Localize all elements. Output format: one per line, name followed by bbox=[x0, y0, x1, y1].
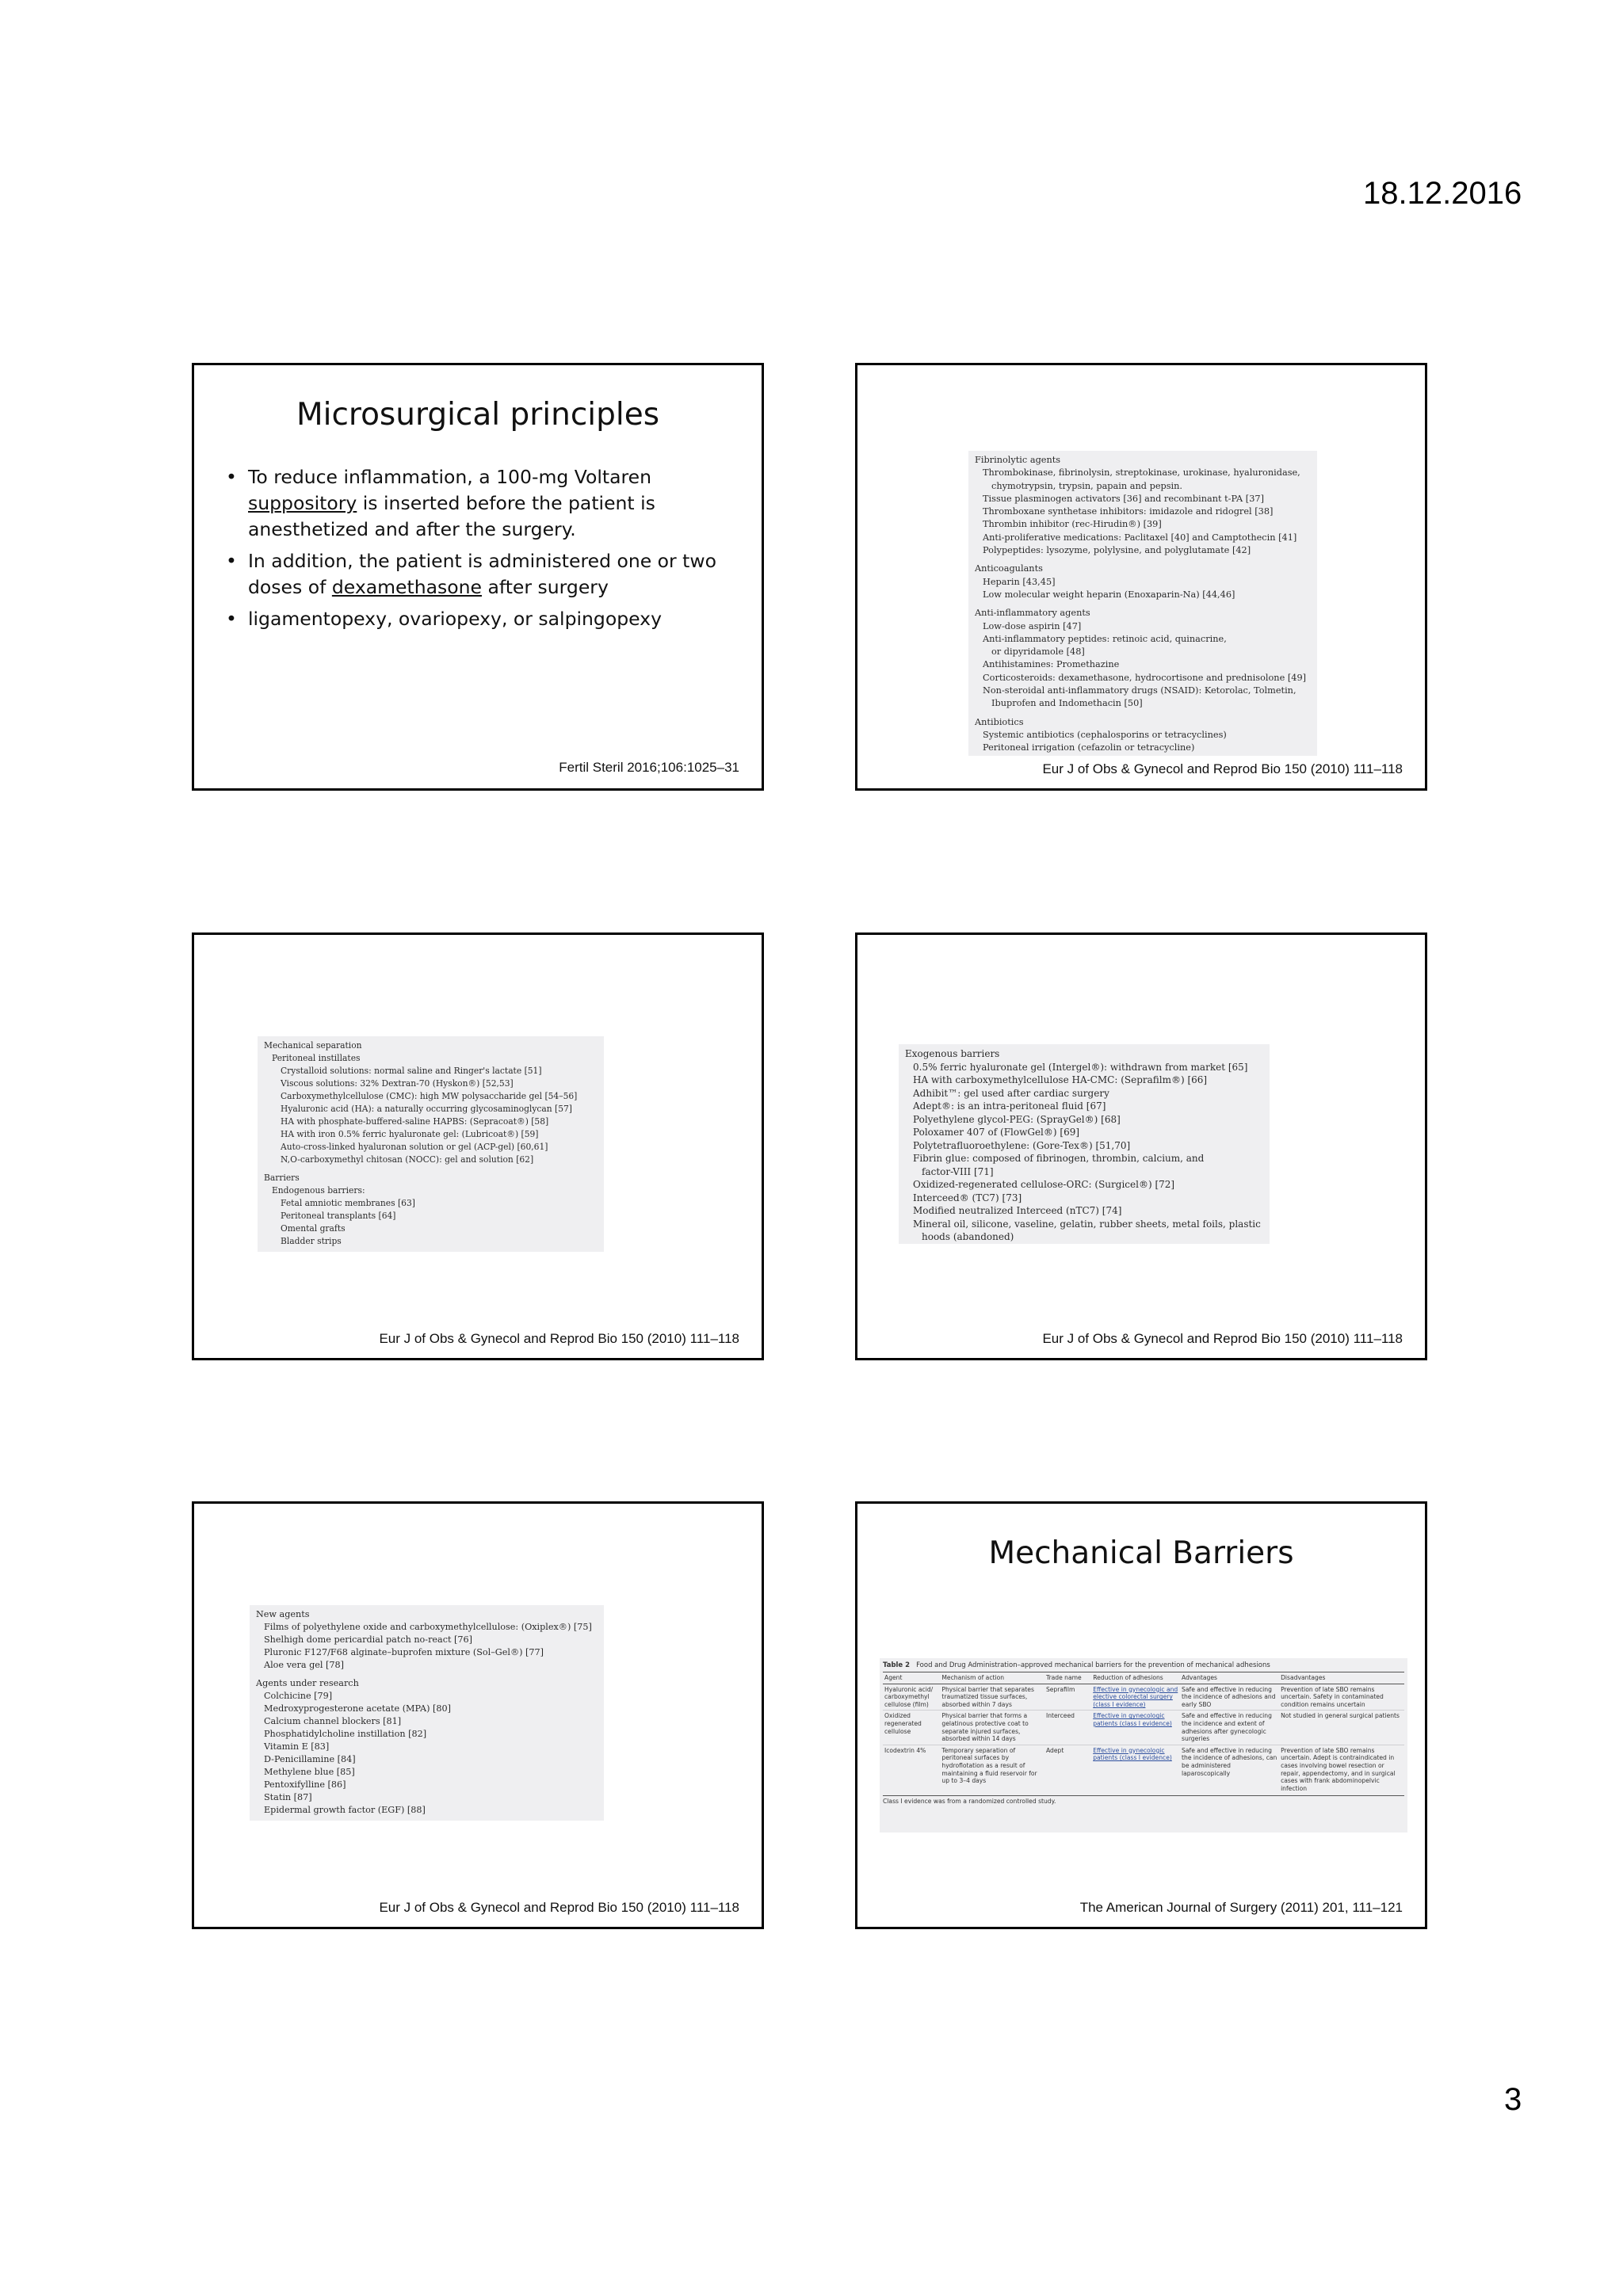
excerpt-line: Interceed® (TC7) [73] bbox=[913, 1192, 1022, 1203]
journal-excerpt bbox=[258, 1036, 604, 1252]
excerpt-line: Tissue plasminogen activators [36] and recombinant t-PA [37] bbox=[983, 493, 1264, 504]
table-cell: Seprafilm bbox=[1044, 1684, 1091, 1711]
table-cell: Physical barrier that separates traumatized tissue surfaces, absorbed within 7 days bbox=[940, 1684, 1044, 1711]
slide-antiadhesion-agents bbox=[855, 363, 1427, 791]
excerpt-line: Peritoneal irrigation (cefazolin or tetracycline) bbox=[983, 742, 1195, 753]
bullet-text: To reduce inflammation, a 100-mg Voltaren bbox=[248, 466, 651, 488]
excerpt-line: Mineral oil, silicone, vaseline, gelatin, rubber sheets, metal foils, plastic bbox=[913, 1218, 1261, 1230]
citation: Eur J of Obs & Gynecol and Reprod Bio 150 (2010) 111–118 bbox=[379, 1331, 739, 1346]
excerpt-line: Anti-proliferative medications: Paclitaxel [40] and Camptothecin [41] bbox=[983, 532, 1297, 543]
column-header: Disadvantages bbox=[1279, 1672, 1404, 1684]
bullet-text: after surgery bbox=[487, 576, 609, 598]
slide-mechanical-barriers bbox=[855, 1501, 1427, 1929]
table-row bbox=[883, 1684, 1404, 1711]
excerpt-line: hoods (abandoned) bbox=[922, 1231, 1014, 1242]
table-footnote: Class I evidence was from a randomized controlled study. bbox=[883, 1795, 1404, 1805]
excerpt-line: Oxidized-regenerated cellulose-ORC: (Surgicel®) [72] bbox=[913, 1179, 1175, 1190]
excerpt-line: HA with carboxymethylcellulose HA-CMC: (Seprafilm®) [66] bbox=[913, 1074, 1208, 1085]
excerpt-line: Vitamin E [83] bbox=[264, 1741, 330, 1752]
excerpt-line: Fetal amniotic membranes [63] bbox=[281, 1198, 415, 1208]
column-header: Trade name bbox=[1044, 1672, 1091, 1684]
excerpt-line: D-Penicillamine [84] bbox=[264, 1754, 356, 1764]
excerpt-line: or dipyridamole [48] bbox=[991, 646, 1085, 658]
excerpt-line: Low molecular weight heparin (Enoxaparin-Na) [44,46] bbox=[983, 589, 1235, 600]
slide-exogenous-barriers bbox=[855, 933, 1427, 1360]
citation: The American Journal of Surgery (2011) 201, 111–121 bbox=[1079, 1900, 1403, 1915]
excerpt-line: Thromboxane synthetase inhibitors: imidazole and ridogrel [38] bbox=[983, 506, 1274, 517]
excerpt-line: HA with phosphate-buffered-saline HAPBS: (Sepracoat®) [58] bbox=[281, 1116, 549, 1127]
spacer bbox=[975, 711, 1311, 716]
section-heading: Antibiotics bbox=[975, 716, 1024, 727]
bullet-item bbox=[226, 606, 733, 632]
slide-new-agents bbox=[192, 1501, 764, 1929]
spacer bbox=[256, 1672, 598, 1677]
table-caption bbox=[883, 1661, 1404, 1672]
table-cell: Safe and effective in reducing the incidence of adhesions, can be administered laparoscopically bbox=[1182, 1746, 1277, 1777]
underlined-term: dexamethasone bbox=[331, 576, 482, 598]
citation: Eur J of Obs & Gynecol and Reprod Bio 150 (2010) 111–118 bbox=[1042, 761, 1403, 776]
excerpt-line: Shelhigh dome pericardial patch no-react [76] bbox=[264, 1634, 472, 1645]
journal-excerpt bbox=[968, 451, 1317, 756]
excerpt-line: 0.5% ferric hyaluronate gel (Intergel®): withdrawn from market [65] bbox=[913, 1061, 1248, 1073]
column-header: Advantages bbox=[1180, 1672, 1279, 1684]
excerpt-line: factor-VIII [71] bbox=[922, 1165, 994, 1177]
excerpt-line: Medroxyprogesterone acetate (MPA) [80] bbox=[264, 1703, 451, 1714]
column-header: Agent bbox=[883, 1672, 940, 1684]
table-cell: Effective in gynecologic and elective colorectal surgery (class I evidence) bbox=[1091, 1684, 1180, 1711]
table-cell: Temporary separation of peritoneal surfaces by hydroflotation as a result of maintaining a fluid reservoir for up to 3–4 days bbox=[941, 1746, 1037, 1785]
bullet-text: is inserted before the patient is anesthetized and after the surgery. bbox=[248, 492, 655, 540]
excerpt-line: Non-steroidal anti-inflammatory drugs (NSAID): Ketorolac, Tolmetin, bbox=[983, 685, 1296, 696]
excerpt-line: Pentoxifylline [86] bbox=[264, 1779, 346, 1790]
bullet-text: ligamentopexy, ovariopexy, or salpingopexy bbox=[248, 608, 662, 630]
citation: Eur J of Obs & Gynecol and Reprod Bio 150 (2010) 111–118 bbox=[379, 1900, 739, 1915]
excerpt-line: N,O-carboxymethyl chitosan (NOCC): gel and solution [62] bbox=[281, 1154, 534, 1165]
excerpt-line: Colchicine [79] bbox=[264, 1691, 333, 1701]
table-cell: Prevention of late SBO remains uncertain. Adept is contraindicated in cases involving bowel resection or repair, appendectomy, and in surgical cases with frank abdominopelvic infection bbox=[1281, 1746, 1396, 1792]
spacer bbox=[264, 1166, 598, 1172]
excerpt-line: Films of polyethylene oxide and carboxymethylcellulose: (Oxiplex®) [75] bbox=[264, 1622, 592, 1632]
excerpt-line: Low-dose aspirin [47] bbox=[983, 620, 1082, 631]
excerpt-line: Polypeptides: lysozyme, polylysine, and polyglutamate [42] bbox=[983, 545, 1251, 556]
excerpt-line: Heparin [43,45] bbox=[983, 576, 1056, 587]
section-heading: Anti-inflammatory agents bbox=[975, 608, 1090, 619]
excerpt-line: Aloe vera gel [78] bbox=[264, 1660, 344, 1670]
barrier-table bbox=[883, 1672, 1404, 1794]
excerpt-line: Carboxymethylcellulose (CMC): high MW polysaccharide gel [54–56] bbox=[281, 1091, 578, 1101]
excerpt-line: Adhibit™: gel used after cardiac surgery bbox=[913, 1087, 1109, 1099]
table-cell: Effective in gynecologic patients (class I evidence) bbox=[1093, 1746, 1172, 1762]
excerpt-line: Thrombin inhibitor (rec-Hirudin®) [39] bbox=[983, 519, 1162, 530]
excerpt-line: Calcium channel blockers [81] bbox=[264, 1716, 402, 1726]
section-heading: Fibrinolytic agents bbox=[975, 455, 1061, 465]
table-cell: Interceed bbox=[1044, 1711, 1091, 1745]
excerpt-line: Phosphatidylcholine instillation [82] bbox=[264, 1729, 427, 1739]
bullet-text: In addition, the patient is administered one or two doses of bbox=[248, 550, 716, 598]
excerpt-line: Polyethylene glycol-PEG: (SprayGel®) [68] bbox=[913, 1113, 1121, 1125]
excerpt-line: Statin [87] bbox=[264, 1792, 312, 1802]
table-cell: Prevention of late SBO remains uncertain. Safety in contaminated condition remains uncertain bbox=[1279, 1684, 1404, 1711]
citation: Fertil Steril 2016;106:1025–31 bbox=[559, 760, 739, 775]
excerpt-line: Omental grafts bbox=[281, 1223, 346, 1234]
excerpt-line: Ibuprofen and Indomethacin [50] bbox=[991, 698, 1143, 709]
excerpt-line: Thrombokinase, fibrinolysin, streptokinase, urokinase, hyaluronidase, bbox=[983, 467, 1300, 479]
section-heading: New agents bbox=[256, 1609, 310, 1619]
column-header: Mechanism of action bbox=[940, 1672, 1044, 1684]
table-cell: Safe and effective in reducing the incidence and extent of adhesions after gynecologic surgeries bbox=[1180, 1711, 1279, 1745]
table-cell: Oxidized regenerated cellulose bbox=[883, 1711, 940, 1745]
excerpt-line: Hyaluronic acid (HA): a naturally occurring glycosaminoglycan [57] bbox=[281, 1104, 572, 1114]
table-cell: Not studied in general surgical patients bbox=[1279, 1711, 1404, 1745]
excerpt-line: Polytetrafluoroethylene: (Gore-Tex®) [51,70] bbox=[913, 1139, 1131, 1151]
excerpt-line: Epidermal growth factor (EGF) [88] bbox=[264, 1805, 426, 1815]
table-caption-text: Food and Drug Administration–approved mechanical barriers for the prevention of mechanical adhesions bbox=[916, 1661, 1270, 1669]
section-heading: Anticoagulants bbox=[975, 563, 1043, 574]
table-cell: Effective in gynecologic patients (class I evidence) bbox=[1091, 1711, 1180, 1745]
excerpt-line: Modified neutralized Interceed (nTC7) [74] bbox=[913, 1205, 1122, 1216]
journal-excerpt bbox=[899, 1044, 1270, 1244]
excerpt-line: Pluronic F127/F68 alginate–buprofen mixture (Sol–Gel®) [77] bbox=[264, 1647, 544, 1657]
excerpt-line: HA with iron 0.5% ferric hyaluronate gel: (Lubricoat®) [59] bbox=[281, 1129, 539, 1139]
bullet-item bbox=[226, 548, 733, 601]
excerpt-line: Antihistamines: Promethazine bbox=[983, 659, 1120, 670]
excerpt-line: chymotrypsin, trypsin, papain and pepsin. bbox=[991, 480, 1183, 491]
slide-title: Mechanical Barriers bbox=[988, 1535, 1294, 1571]
excerpt-line: Bladder strips bbox=[281, 1236, 342, 1246]
table-header-row bbox=[883, 1672, 1404, 1684]
excerpt-line: Fibrin glue: composed of fibrinogen, thrombin, calcium, and bbox=[913, 1153, 1205, 1164]
excerpt-line: Endogenous barriers: bbox=[272, 1185, 365, 1196]
excerpt-line: Crystalloid solutions: normal saline and Ringer's lactate [51] bbox=[281, 1066, 542, 1076]
section-heading: Exogenous barriers bbox=[905, 1048, 1000, 1059]
excerpt-line: Peritoneal instillates bbox=[272, 1053, 361, 1063]
underlined-term: suppository bbox=[248, 492, 357, 514]
section-heading: Barriers bbox=[264, 1173, 300, 1183]
citation: Eur J of Obs & Gynecol and Reprod Bio 150 (2010) 111–118 bbox=[1042, 1331, 1403, 1346]
table-cell: Hyaluronic acid/ carboxymethyl cellulose (film) bbox=[883, 1684, 940, 1711]
slide-microsurgical-principles bbox=[192, 363, 764, 791]
section-heading: Mechanical separation bbox=[264, 1040, 362, 1051]
excerpt-line: Peritoneal transplants [64] bbox=[281, 1211, 396, 1221]
excerpt-line: Poloxamer 407 of (FlowGel®) [69] bbox=[913, 1127, 1080, 1138]
barrier-table-excerpt bbox=[880, 1658, 1407, 1833]
spacer bbox=[975, 557, 1311, 563]
table-row bbox=[883, 1711, 1404, 1745]
journal-excerpt bbox=[250, 1605, 604, 1821]
excerpt-line: Systemic antibiotics (cephalosporins or tetracyclines) bbox=[983, 729, 1227, 740]
table-cell: Adept bbox=[1045, 1746, 1064, 1754]
bullet-list bbox=[226, 464, 733, 638]
excerpt-line: Methylene blue [85] bbox=[264, 1767, 355, 1777]
slide-title: Microsurgical principles bbox=[296, 397, 660, 433]
table-cell: Icodextrin 4% bbox=[884, 1746, 926, 1754]
section-heading: Agents under research bbox=[256, 1678, 359, 1688]
page-date: 18.12.2016 bbox=[1363, 176, 1522, 211]
bullet-item bbox=[226, 464, 733, 543]
spacer bbox=[975, 601, 1311, 607]
excerpt-line: Adept®: is an intra-peritoneal fluid [67] bbox=[913, 1100, 1106, 1112]
table-cell: Physical barrier that forms a gelatinous protective coat to separate injured surfaces, absorbed within 14 days bbox=[940, 1711, 1044, 1745]
excerpt-line: Auto-cross-linked hyaluronan solution or gel (ACP-gel) [60,61] bbox=[281, 1142, 548, 1152]
excerpt-line: Corticosteroids: dexamethasone, hydrocortisone and prednisolone [49] bbox=[983, 672, 1307, 683]
excerpt-line: Anti-inflammatory peptides: retinoic acid, quinacrine, bbox=[983, 633, 1227, 644]
table-label: Table 2 bbox=[883, 1661, 911, 1669]
page-number: 3 bbox=[1504, 2082, 1522, 2117]
excerpt-line: Viscous solutions: 32% Dextran-70 (Hyskon®) [52,53] bbox=[281, 1078, 514, 1089]
table-row bbox=[883, 1745, 1404, 1794]
table-cell: Safe and effective in reducing the incidence of adhesions and early SBO bbox=[1180, 1684, 1279, 1711]
column-header: Reduction of adhesions bbox=[1091, 1672, 1180, 1684]
slide-mechanical-separation bbox=[192, 933, 764, 1360]
